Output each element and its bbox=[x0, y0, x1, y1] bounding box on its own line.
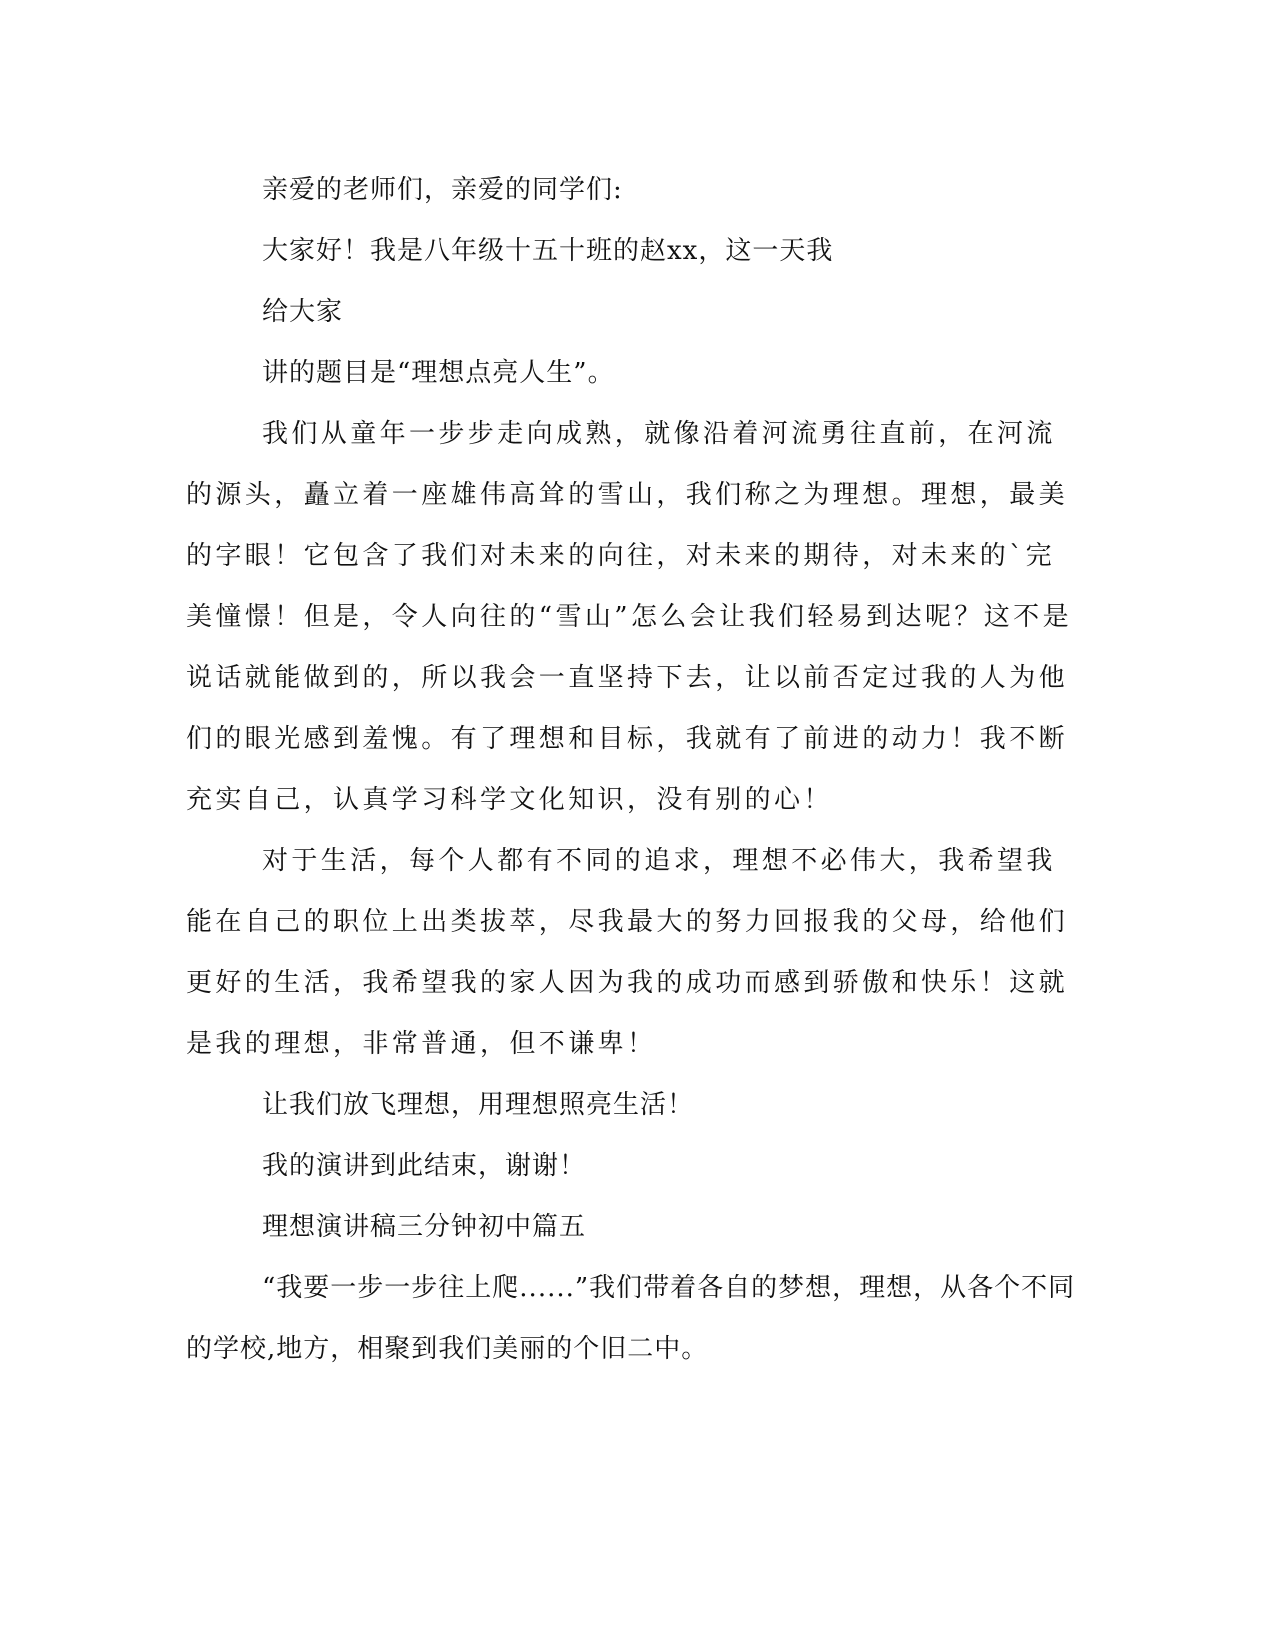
paragraph-life: 对于生活，每个人都有不同的追求，理想不必伟大，我希望我能在自己的职位上出类拔萃，尽我最大的努力回报我的父母，给他们更好的生活，我希望我的家人因为我的成功而感到骄傲和快乐！这就是我的理想，非常普通，但不谦卑！ bbox=[186, 846, 1069, 1059]
paragraph-ideal: 我们从童年一步步走向成熟，就像沿着河流勇往直前，在河流的源头，矗立着一座雄伟高耸的雪山，我们称之为理想。理想，最美的字眼！它包含了我们对未来的向往，对未来的期待，对未来的`完美憧憬！但是，令人向往的“雪山”怎么会让我们轻易到达呢？这不是说话就能做到的，所以我会一直坚持下去，让以前否定过我的人为他们的眼光感到羞愧。有了理想和目标，我就有了前进的动力！我不断充实自己，认真学习科学文化知识，没有别的心！ bbox=[186, 419, 1072, 815]
paragraph-next-speech: “我要一步一步往上爬......”我们带着各自的梦想，理想，从各个不同的学校,地方，相聚到我们美丽的个旧二中。 bbox=[186, 1273, 1076, 1364]
speech-topic: 讲的题目是“理想点亮人生”。 bbox=[262, 358, 615, 388]
greeting-line: 大家好！我是八年级十五十班的赵xx，这一天我 bbox=[262, 236, 834, 266]
section-heading: 理想演讲稿三分钟初中篇五 bbox=[262, 1212, 587, 1242]
closing-call: 让我们放飞理想，用理想照亮生活！ bbox=[262, 1090, 695, 1120]
greeting-continuation: 给大家 bbox=[262, 297, 344, 327]
closing-thanks: 我的演讲到此结束，谢谢！ bbox=[262, 1151, 587, 1181]
salutation: 亲爱的老师们，亲爱的同学们: bbox=[262, 175, 623, 205]
document-body bbox=[186, 160, 1076, 1380]
